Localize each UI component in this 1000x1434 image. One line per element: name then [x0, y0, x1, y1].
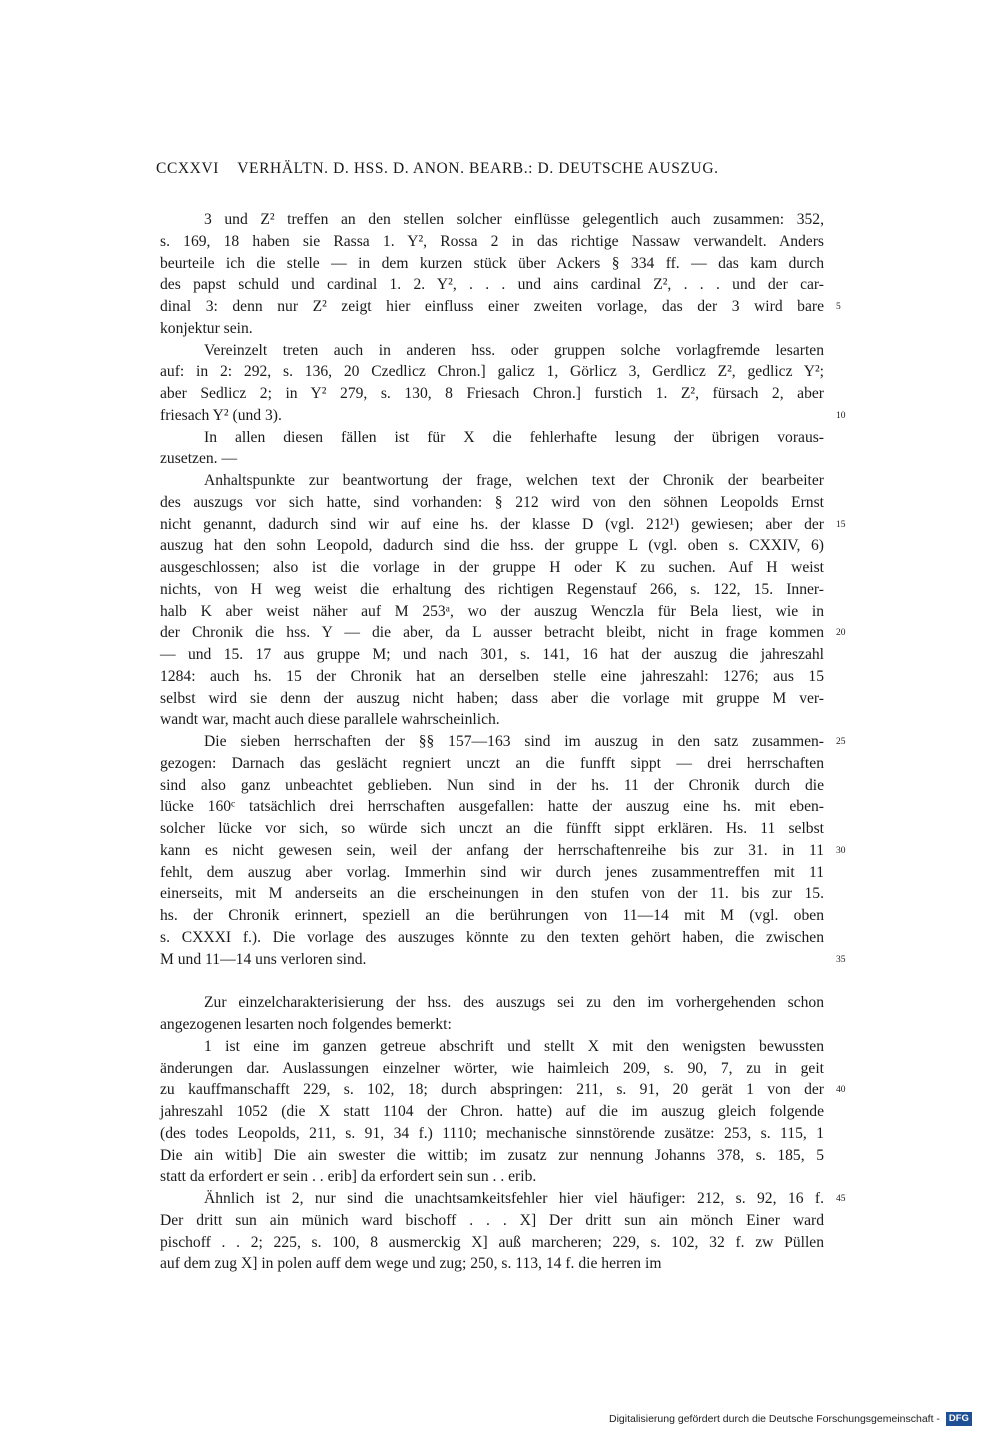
running-head — [156, 160, 840, 178]
line-number: 45 — [836, 1194, 846, 1204]
text-line — [160, 1123, 824, 1145]
line-text: jahreszahl 1052 (die X statt 1104 der Chron. hatte) auf die im auszug gleich folgende — [160, 1103, 824, 1120]
text-line — [160, 1232, 824, 1254]
line-text: pischoff . . 2; 225, s. 100, 8 ausmerckig X] auß marcheren; 229, s. 102, 32 f. zw Püllen — [160, 1233, 824, 1251]
text-line — [160, 862, 824, 884]
text-line — [160, 340, 824, 362]
text-line — [160, 1036, 824, 1058]
line-text: ausgeschlossen; also ist die vorlage in der gruppe H oder K zu suchen. Auf H weist — [160, 559, 824, 576]
line-text: fehlt, dem auszug aber vorlag. Immerhin sind wir durch jenes zusammentreffen mit 11 — [160, 863, 824, 881]
digitization-footer — [609, 1412, 989, 1428]
line-text: des auszugs vor sich hatte, sind vorhanden: § 212 wird von den söhnen Leopolds Ernst — [160, 493, 824, 511]
line-number: 35 — [836, 954, 846, 965]
text-line — [160, 448, 824, 470]
text-line — [160, 427, 824, 449]
text-line — [160, 1166, 824, 1188]
text-line — [160, 709, 824, 731]
text-line — [160, 274, 824, 296]
line-text: statt da erfordert er sein . . erib] da erfordert sein sun . . erib. — [160, 1168, 537, 1186]
text-line — [160, 361, 824, 383]
line-text: auf dem zug X] in polen auff dem wege und zug; 250, s. 113, 14 f. die herren im — [160, 1255, 662, 1273]
line-text: Der dritt sun ain münich ward bischoff . . . X] Der dritt sun ain mönch Einer ward — [160, 1211, 824, 1229]
text-line — [160, 470, 824, 492]
line-text: 1284: auch hs. 15 der Chronik hat an derselben stelle eine jahreszahl: 1276; aus 15 — [160, 667, 824, 685]
text-line — [160, 601, 824, 623]
footer-credit: Digitalisierung gefördert durch die Deutsche Forschungsgemeinschaft - — [609, 1412, 940, 1425]
body-text — [160, 209, 846, 1275]
line-text: kann es nicht gewesen sein, weil der anfang der herrschaftenreihe bis zur 31. in 11 — [160, 841, 824, 859]
line-text: solcher lücke vor sich, so würde sich unczt an die fünfft sippt erklären. Hs. 11 selbst — [160, 820, 824, 837]
line-text: Zur einzelcharakterisierung der hss. des auszugs sei zu den im vorhergehenden schon — [204, 994, 824, 1012]
line-text: nichts, von H weg weist die erhaltung des richtigen Regenstauf 266, s. 122, 15. Inner- — [160, 580, 824, 598]
text-line — [160, 644, 824, 666]
line-number: 30 — [836, 845, 846, 856]
line-number: 25 — [836, 737, 846, 747]
running-title: VERHÄLTN. D. HSS. D. ANON. BEARB.: D. DEUTSCHE AUSZUG. — [237, 160, 719, 177]
line-number: 10 — [836, 410, 846, 421]
page-number: CCXXVI — [156, 160, 220, 177]
paragraph — [160, 731, 846, 970]
line-text: dinal 3: denn nur Z² zeigt hier einfluss einer zweiten vorlage, das der 3 wird bare — [160, 298, 824, 315]
line-text: Die ain witib] Die ain swester die wittib; im zusatz zur nennung Johanns 378, s. 185, 5 — [160, 1146, 824, 1164]
text-line — [160, 796, 824, 818]
paragraph-gap — [160, 970, 824, 992]
line-text: Die sieben herrschaften der §§ 157—163 sind im auszug in den satz zusammen- — [204, 733, 824, 750]
line-text: hs. der Chronik erinnert, speziell an die berührungen von 11—14 mit M (vgl. oben — [160, 907, 824, 924]
line-text: (des todes Leopolds, 211, s. 91, 34 f.) 1110; mechanische sinnstörende zusätze: 253, s. 115, 1 — [160, 1124, 824, 1142]
text-line — [160, 253, 824, 275]
text-line — [160, 840, 846, 862]
text-line — [160, 535, 824, 557]
line-text: gezogen: Darnach das geslächt regniert unczt an die funfft sippt — drei herrschaften — [160, 754, 824, 772]
text-line — [160, 1101, 824, 1123]
line-text: aber Sedlicz 2; in Y² 279, s. 130, 8 Friesach Chron.] furstich 1. Z², fürsach 2, aber — [160, 385, 824, 402]
text-line — [160, 1058, 824, 1080]
paragraph — [160, 470, 846, 731]
line-text: Ähnlich ist 2, nur sind die unachtsamkeitsfehler hier viel häufiger: 212, s. 92, 16 f. — [204, 1190, 824, 1207]
text-line — [160, 514, 846, 536]
text-line — [160, 949, 846, 971]
line-text: sind also ganz unbeachtet geblieben. Nun sind in der hs. 11 der Chronik durch die — [160, 776, 824, 794]
line-text: Vereinzelt treten auch in anderen hss. oder gruppen solche vorlagfremde lesarten — [204, 341, 824, 359]
line-text: angezogenen lesarten noch folgendes bemerkt: — [160, 1016, 452, 1033]
text-line — [160, 209, 824, 231]
text-line — [160, 992, 824, 1014]
line-text: einerseits, mit M anderseits an die erscheinungen in den stufen von der 11. bis zur 15. — [160, 885, 824, 903]
text-line — [160, 753, 824, 775]
text-line — [160, 666, 824, 688]
text-line — [160, 1210, 824, 1232]
line-number: 40 — [836, 1085, 846, 1096]
text-line — [160, 579, 824, 601]
dfg-logo: DFG — [946, 1412, 972, 1426]
text-line — [160, 1079, 846, 1101]
text-line — [160, 405, 846, 427]
line-text: s. 169, 18 haben sie Rassa 1. Y², Rossa 2 in das richtige Nassaw verwandelt. Anders — [160, 232, 824, 250]
line-text: des papst schuld und cardinal 1. 2. Y², . . . und ains cardinal Z², . . . und der car- — [160, 276, 824, 294]
text-line — [160, 1188, 846, 1210]
line-text: zusetzen. — — [160, 450, 238, 468]
text-line — [160, 492, 824, 514]
line-text: auszug hat den sohn Leopold, dadurch sind die hss. der gruppe L (vgl. oben s. CXXIV, 6) — [160, 537, 824, 555]
text-line — [160, 1253, 824, 1275]
line-number: 15 — [836, 519, 846, 530]
line-text: 1 ist eine im ganzen getreue abschrift und stellt X mit den wenigsten bewussten — [204, 1037, 824, 1055]
line-text: friesach Y² (und 3). — [160, 406, 282, 424]
line-text: der Chronik die hss. Y — die aber, da L ausser betracht bleibt, nicht in frage kommen — [160, 624, 824, 642]
line-text: M und 11—14 uns verloren sind. — [160, 950, 367, 968]
text-line — [160, 1014, 824, 1036]
line-text: In allen diesen fällen ist für X die fehlerhafte lesung der übrigen voraus- — [204, 428, 824, 446]
text-line — [160, 1145, 824, 1167]
paragraph — [160, 427, 824, 471]
line-text: Anhaltspunkte zur beantwortung der frage, welchen text der Chronik der bearbeiter — [204, 472, 824, 489]
text-line — [160, 731, 846, 753]
paragraph — [160, 1036, 846, 1188]
text-line — [160, 775, 824, 797]
text-line — [160, 231, 824, 253]
text-line — [160, 296, 841, 318]
text-line — [160, 383, 824, 405]
text-line — [160, 688, 824, 710]
line-text: auf: in 2: 292, s. 136, 20 Czedlicz Chron.] galicz 1, Görlicz 3, Gerdlicz Z², gedlicz Y²; — [160, 363, 824, 381]
paragraph — [160, 209, 841, 340]
text-line — [160, 818, 824, 840]
line-text: 3 und Z² treffen an den stellen solcher einflüsse gelegentlich auch zusammen: 352, — [204, 211, 824, 228]
line-text: halb K aber weist näher auf M 253ᵃ, wo der auszug Wenczla für Bela liest, wie in — [160, 602, 824, 620]
line-text: änderungen dar. Auslassungen einzelner wörter, wie haimleich 209, s. 90, 7, zu in geit — [160, 1059, 824, 1077]
line-text: nicht genannt, dadurch sind wir auf eine hs. der klasse D (vgl. 212¹) gewiesen; aber der — [160, 515, 824, 533]
line-text: selbst wird sie denn der auszug nicht haben; dass aber die vorlage mit gruppe M ver- — [160, 689, 824, 707]
line-text: konjektur sein. — [160, 319, 253, 337]
text-line — [160, 318, 824, 340]
paragraph — [160, 992, 824, 1036]
line-text: zu kauffmanschafft 229, s. 102, 18; durch abspringen: 211, s. 91, 20 gerät 1 von der — [160, 1081, 824, 1099]
line-text: beurteile ich die stelle — in dem kurzen stück über Ackers § 334 ff. — das kam durch — [160, 254, 824, 272]
line-number: 5 — [836, 302, 841, 312]
text-line — [160, 622, 846, 644]
text-line — [160, 905, 824, 927]
line-text: wandt war, macht auch diese parallele wahrscheinlich. — [160, 711, 500, 729]
line-text: lücke 160ᶜ tatsächlich drei herrschaften ausgefallen: hatte der auszug eine hs. mit eben- — [160, 798, 824, 816]
text-line — [160, 883, 824, 905]
text-line — [160, 557, 824, 579]
line-text: — und 15. 17 aus gruppe M; und nach 301, s. 141, 16 hat der auszug die jahreszahl — [160, 646, 824, 663]
line-text: s. CXXXI f.). Die vorlage des auszuges könnte zu den texten gehört haben, die zwischen — [160, 928, 824, 946]
paragraph — [160, 1188, 846, 1275]
line-number: 20 — [836, 628, 846, 639]
text-line — [160, 927, 824, 949]
paragraph — [160, 340, 846, 427]
